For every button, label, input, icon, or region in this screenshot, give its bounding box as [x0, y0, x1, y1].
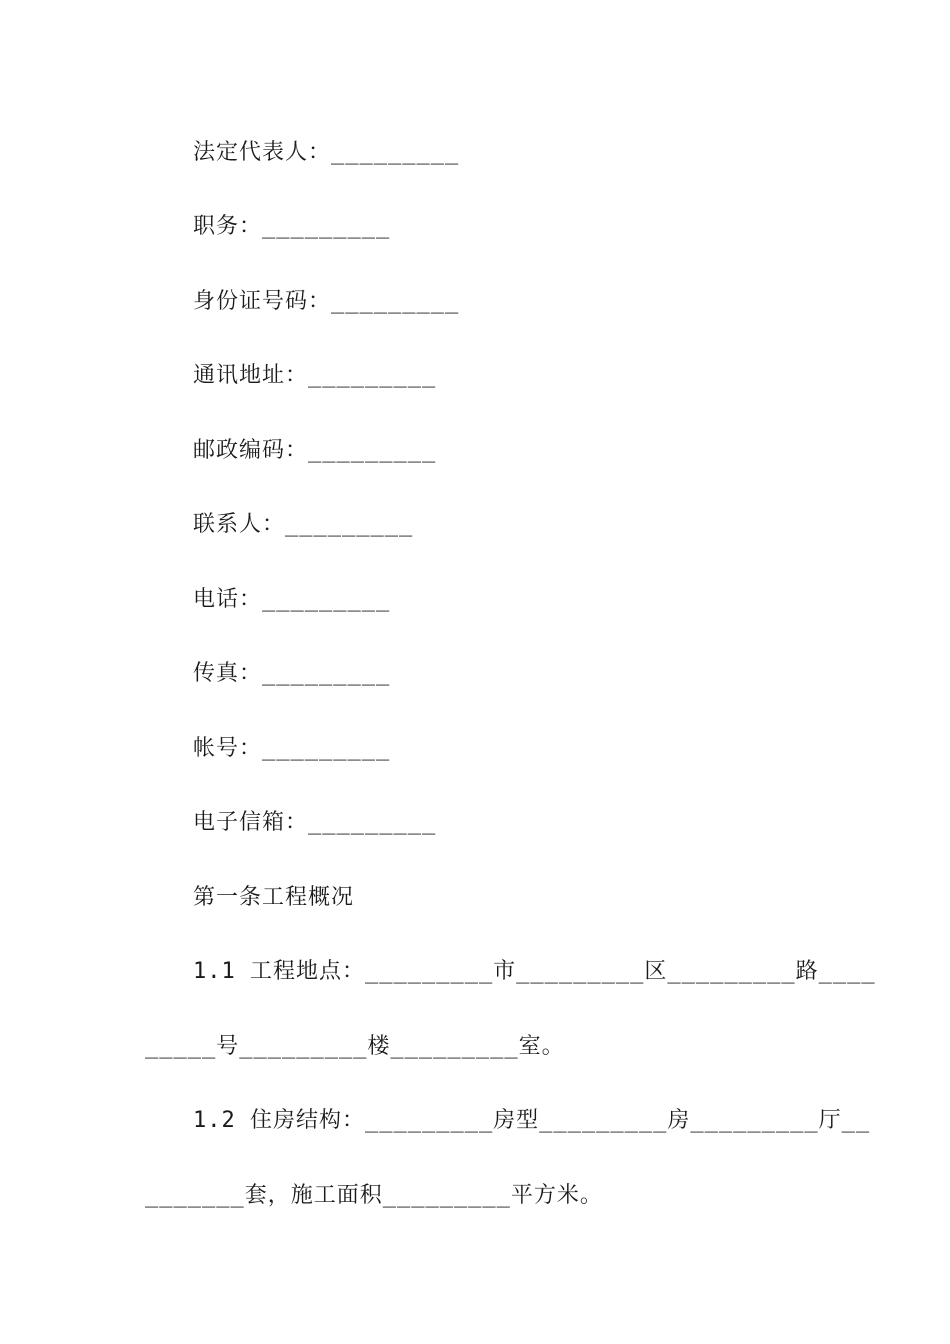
clause-1-1-line-1: 1.1 工程地点：_________市_________区_________路____ — [193, 959, 876, 984]
field-legal-representative: 法定代表人：_________ — [193, 140, 460, 165]
clause-1-2-line-1: 1.2 住房结构：_________房型_________房_________厅__ — [193, 1108, 871, 1133]
field-phone: 电话：_________ — [193, 587, 391, 612]
field-account: 帐号：_________ — [193, 736, 391, 761]
clause-1-1-line-2: _____号_________楼_________室。 — [145, 1034, 565, 1059]
field-fax: 传真：_________ — [193, 661, 391, 686]
section-title: 第一条工程概况 — [193, 885, 355, 910]
field-email: 电子信箱：_________ — [193, 810, 437, 835]
field-contact-person: 联系人：_________ — [193, 512, 414, 537]
clause-1-2-line-2: _______套，施工面积_________平方米。 — [145, 1183, 603, 1208]
field-address: 通讯地址：_________ — [193, 363, 437, 388]
field-postal-code: 邮政编码：_________ — [193, 438, 437, 463]
field-position: 职务：_________ — [193, 214, 391, 239]
field-id-number: 身份证号码：_________ — [193, 289, 460, 314]
